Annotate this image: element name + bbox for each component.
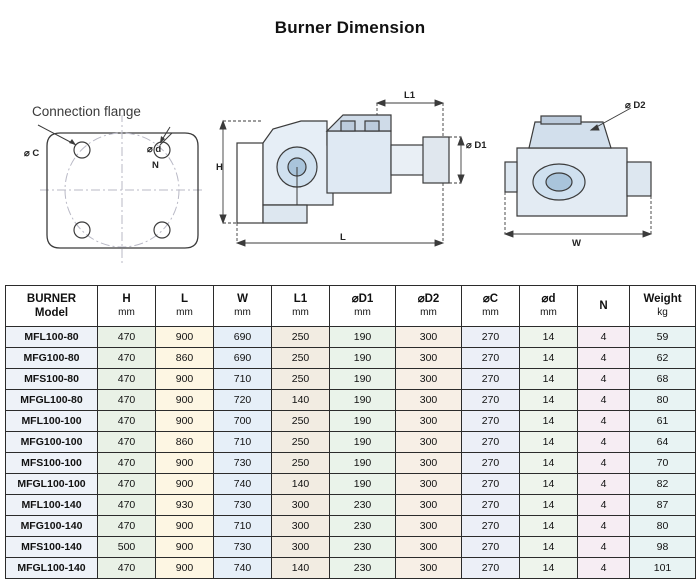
label-w-width: W: [572, 238, 581, 249]
cell-n: 4: [578, 453, 630, 474]
col-header-d1: [330, 286, 396, 327]
cell-d1: 230: [330, 516, 396, 537]
cell-n: 4: [578, 495, 630, 516]
table-row: [6, 390, 696, 411]
cell-c: 270: [462, 558, 520, 579]
col-header-w-unit: mm: [234, 307, 251, 318]
cell-l: 900: [156, 537, 214, 558]
cell-w: 730: [214, 453, 272, 474]
cell-weight: 68: [630, 369, 696, 390]
col-header-weight: [630, 286, 696, 327]
cell-c: 270: [462, 327, 520, 348]
cell-d2: 300: [396, 474, 462, 495]
col-header-w: [214, 286, 272, 327]
cell-d1: 190: [330, 432, 396, 453]
col-header-weight-name: Weight: [643, 293, 682, 305]
col-header-burner-name: BURNER: [26, 293, 77, 305]
col-header-l1-name: L1: [293, 293, 308, 305]
table-row: [6, 348, 696, 369]
cell-d: 14: [520, 369, 578, 390]
cell-c: 270: [462, 495, 520, 516]
spec-table-wrap: [5, 285, 695, 579]
cell-h: 470: [98, 453, 156, 474]
cell-d: 14: [520, 411, 578, 432]
cell-d2: 300: [396, 411, 462, 432]
cell-d1: 190: [330, 453, 396, 474]
cell-weight: 70: [630, 453, 696, 474]
cell-model: MFL100-80: [6, 327, 98, 348]
cell-weight: 61: [630, 411, 696, 432]
cell-model: MFG100-80: [6, 348, 98, 369]
cell-w: 740: [214, 558, 272, 579]
table-row: [6, 537, 696, 558]
cell-weight: 59: [630, 327, 696, 348]
col-header-n-name: N: [599, 300, 608, 312]
cell-model: MFG100-100: [6, 432, 98, 453]
col-header-burner-unit: Model: [34, 307, 69, 319]
table-row: [6, 495, 696, 516]
cell-c: 270: [462, 453, 520, 474]
cell-l: 900: [156, 453, 214, 474]
cell-l: 900: [156, 474, 214, 495]
cell-l: 860: [156, 348, 214, 369]
col-header-c: [462, 286, 520, 327]
cell-d1: 230: [330, 495, 396, 516]
label-n-holes: N: [152, 160, 159, 171]
cell-l: 900: [156, 327, 214, 348]
table-row: [6, 516, 696, 537]
cell-d: 14: [520, 432, 578, 453]
col-header-c-unit: mm: [482, 307, 499, 318]
cell-h: 470: [98, 390, 156, 411]
cell-d1: 190: [330, 327, 396, 348]
cell-n: 4: [578, 432, 630, 453]
cell-weight: 80: [630, 390, 696, 411]
cell-d1: 230: [330, 537, 396, 558]
cell-model: MFGL100-100: [6, 474, 98, 495]
cell-h: 470: [98, 432, 156, 453]
cell-w: 720: [214, 390, 272, 411]
cell-w: 730: [214, 537, 272, 558]
col-header-l-unit: mm: [176, 307, 193, 318]
cell-d2: 300: [396, 537, 462, 558]
diagram-area: [0, 60, 700, 270]
cell-d1: 190: [330, 474, 396, 495]
cell-model: MFL100-140: [6, 495, 98, 516]
cell-weight: 64: [630, 432, 696, 453]
cell-c: 270: [462, 348, 520, 369]
table-body: [6, 327, 696, 579]
col-header-h: [98, 286, 156, 327]
connection-flange-label: Connection flange: [32, 104, 141, 119]
cell-d1: 230: [330, 558, 396, 579]
cell-n: 4: [578, 348, 630, 369]
cell-h: 470: [98, 516, 156, 537]
cell-l1: 250: [272, 432, 330, 453]
cell-l1: 140: [272, 558, 330, 579]
col-header-d2-unit: mm: [420, 307, 437, 318]
cell-w: 710: [214, 432, 272, 453]
cell-h: 470: [98, 327, 156, 348]
cell-h: 470: [98, 474, 156, 495]
cell-l: 930: [156, 495, 214, 516]
cell-d2: 300: [396, 369, 462, 390]
cell-h: 470: [98, 558, 156, 579]
cell-c: 270: [462, 537, 520, 558]
cell-h: 470: [98, 495, 156, 516]
cell-l: 860: [156, 432, 214, 453]
cell-c: 270: [462, 369, 520, 390]
col-header-d1-name: ⌀D1: [351, 293, 374, 305]
cell-weight: 98: [630, 537, 696, 558]
cell-n: 4: [578, 411, 630, 432]
cell-l1: 140: [272, 390, 330, 411]
cell-w: 710: [214, 369, 272, 390]
cell-h: 500: [98, 537, 156, 558]
table-row: [6, 474, 696, 495]
cell-d1: 190: [330, 390, 396, 411]
col-header-h-unit: mm: [118, 307, 135, 318]
table-row: [6, 369, 696, 390]
cell-h: 470: [98, 369, 156, 390]
label-h-height: H: [216, 162, 223, 173]
cell-l1: 250: [272, 453, 330, 474]
cell-d: 14: [520, 348, 578, 369]
cell-l: 900: [156, 390, 214, 411]
cell-d1: 190: [330, 348, 396, 369]
cell-l: 900: [156, 516, 214, 537]
cell-l: 900: [156, 411, 214, 432]
cell-d: 14: [520, 390, 578, 411]
cell-l1: 300: [272, 516, 330, 537]
cell-d: 14: [520, 495, 578, 516]
cell-l1: 140: [272, 474, 330, 495]
burner-front-view-drawing: [495, 100, 675, 260]
col-header-d: [520, 286, 578, 327]
cell-d: 14: [520, 327, 578, 348]
table-row: [6, 558, 696, 579]
cell-w: 690: [214, 327, 272, 348]
cell-c: 270: [462, 516, 520, 537]
table-row: [6, 432, 696, 453]
cell-d2: 300: [396, 390, 462, 411]
cell-w: 730: [214, 495, 272, 516]
cell-d: 14: [520, 453, 578, 474]
cell-model: MFGL100-80: [6, 390, 98, 411]
col-header-n: [578, 286, 630, 327]
burner-dimension-table: [5, 285, 696, 579]
cell-d: 14: [520, 516, 578, 537]
col-header-burner: [6, 286, 98, 327]
col-header-d-name: ⌀d: [541, 293, 556, 305]
cell-d1: 190: [330, 411, 396, 432]
cell-d2: 300: [396, 495, 462, 516]
col-header-d1-unit: mm: [354, 307, 371, 318]
col-header-l-name: L: [180, 293, 189, 305]
col-header-l1-unit: mm: [292, 307, 309, 318]
cell-d2: 300: [396, 348, 462, 369]
cell-n: 4: [578, 558, 630, 579]
cell-weight: 101: [630, 558, 696, 579]
cell-n: 4: [578, 369, 630, 390]
cell-d2: 300: [396, 453, 462, 474]
cell-weight: 80: [630, 516, 696, 537]
label-c-diameter: ⌀ C: [24, 148, 40, 159]
label-l-length: L: [340, 232, 346, 243]
cell-model: MFS100-140: [6, 537, 98, 558]
cell-n: 4: [578, 474, 630, 495]
cell-c: 270: [462, 390, 520, 411]
cell-l1: 250: [272, 327, 330, 348]
cell-h: 470: [98, 348, 156, 369]
cell-n: 4: [578, 327, 630, 348]
cell-w: 700: [214, 411, 272, 432]
col-header-l1: [272, 286, 330, 327]
cell-w: 690: [214, 348, 272, 369]
col-header-w-name: W: [237, 293, 248, 305]
cell-l1: 250: [272, 348, 330, 369]
col-header-h-name: H: [122, 293, 131, 305]
cell-n: 4: [578, 516, 630, 537]
cell-l1: 300: [272, 537, 330, 558]
cell-d: 14: [520, 537, 578, 558]
cell-d2: 300: [396, 327, 462, 348]
cell-weight: 82: [630, 474, 696, 495]
label-d2-diameter: ⌀ D2: [625, 100, 646, 111]
col-header-c-name: ⌀C: [482, 293, 499, 305]
cell-model: MFG100-140: [6, 516, 98, 537]
cell-l1: 250: [272, 369, 330, 390]
cell-model: MFS100-80: [6, 369, 98, 390]
cell-c: 270: [462, 411, 520, 432]
cell-weight: 62: [630, 348, 696, 369]
col-header-d2: [396, 286, 462, 327]
cell-model: MFS100-100: [6, 453, 98, 474]
col-header-d-unit: mm: [540, 307, 557, 318]
table-row: [6, 453, 696, 474]
cell-c: 270: [462, 432, 520, 453]
cell-model: MFL100-100: [6, 411, 98, 432]
cell-l1: 300: [272, 495, 330, 516]
cell-model: MFGL100-140: [6, 558, 98, 579]
label-d1-diameter: ⌀ D1: [466, 140, 487, 151]
col-header-d2-name: ⌀D2: [417, 293, 440, 305]
cell-l: 900: [156, 558, 214, 579]
cell-d2: 300: [396, 558, 462, 579]
table-header: [6, 286, 696, 327]
cell-n: 4: [578, 390, 630, 411]
cell-weight: 87: [630, 495, 696, 516]
cell-h: 470: [98, 411, 156, 432]
label-l1-length: L1: [404, 90, 416, 101]
cell-l: 900: [156, 369, 214, 390]
label-d-diameter: ⌀ d: [147, 144, 162, 155]
cell-d2: 300: [396, 432, 462, 453]
cell-c: 270: [462, 474, 520, 495]
cell-d2: 300: [396, 516, 462, 537]
cell-n: 4: [578, 537, 630, 558]
cell-w: 740: [214, 474, 272, 495]
cell-w: 710: [214, 516, 272, 537]
cell-d: 14: [520, 474, 578, 495]
cell-l1: 250: [272, 411, 330, 432]
page-title: Burner Dimension: [274, 18, 426, 37]
table-row: [6, 411, 696, 432]
cell-d: 14: [520, 558, 578, 579]
col-header-weight-unit: kg: [657, 307, 668, 318]
col-header-l: [156, 286, 214, 327]
table-row: [6, 327, 696, 348]
cell-d1: 190: [330, 369, 396, 390]
table-header-row: [6, 286, 696, 327]
